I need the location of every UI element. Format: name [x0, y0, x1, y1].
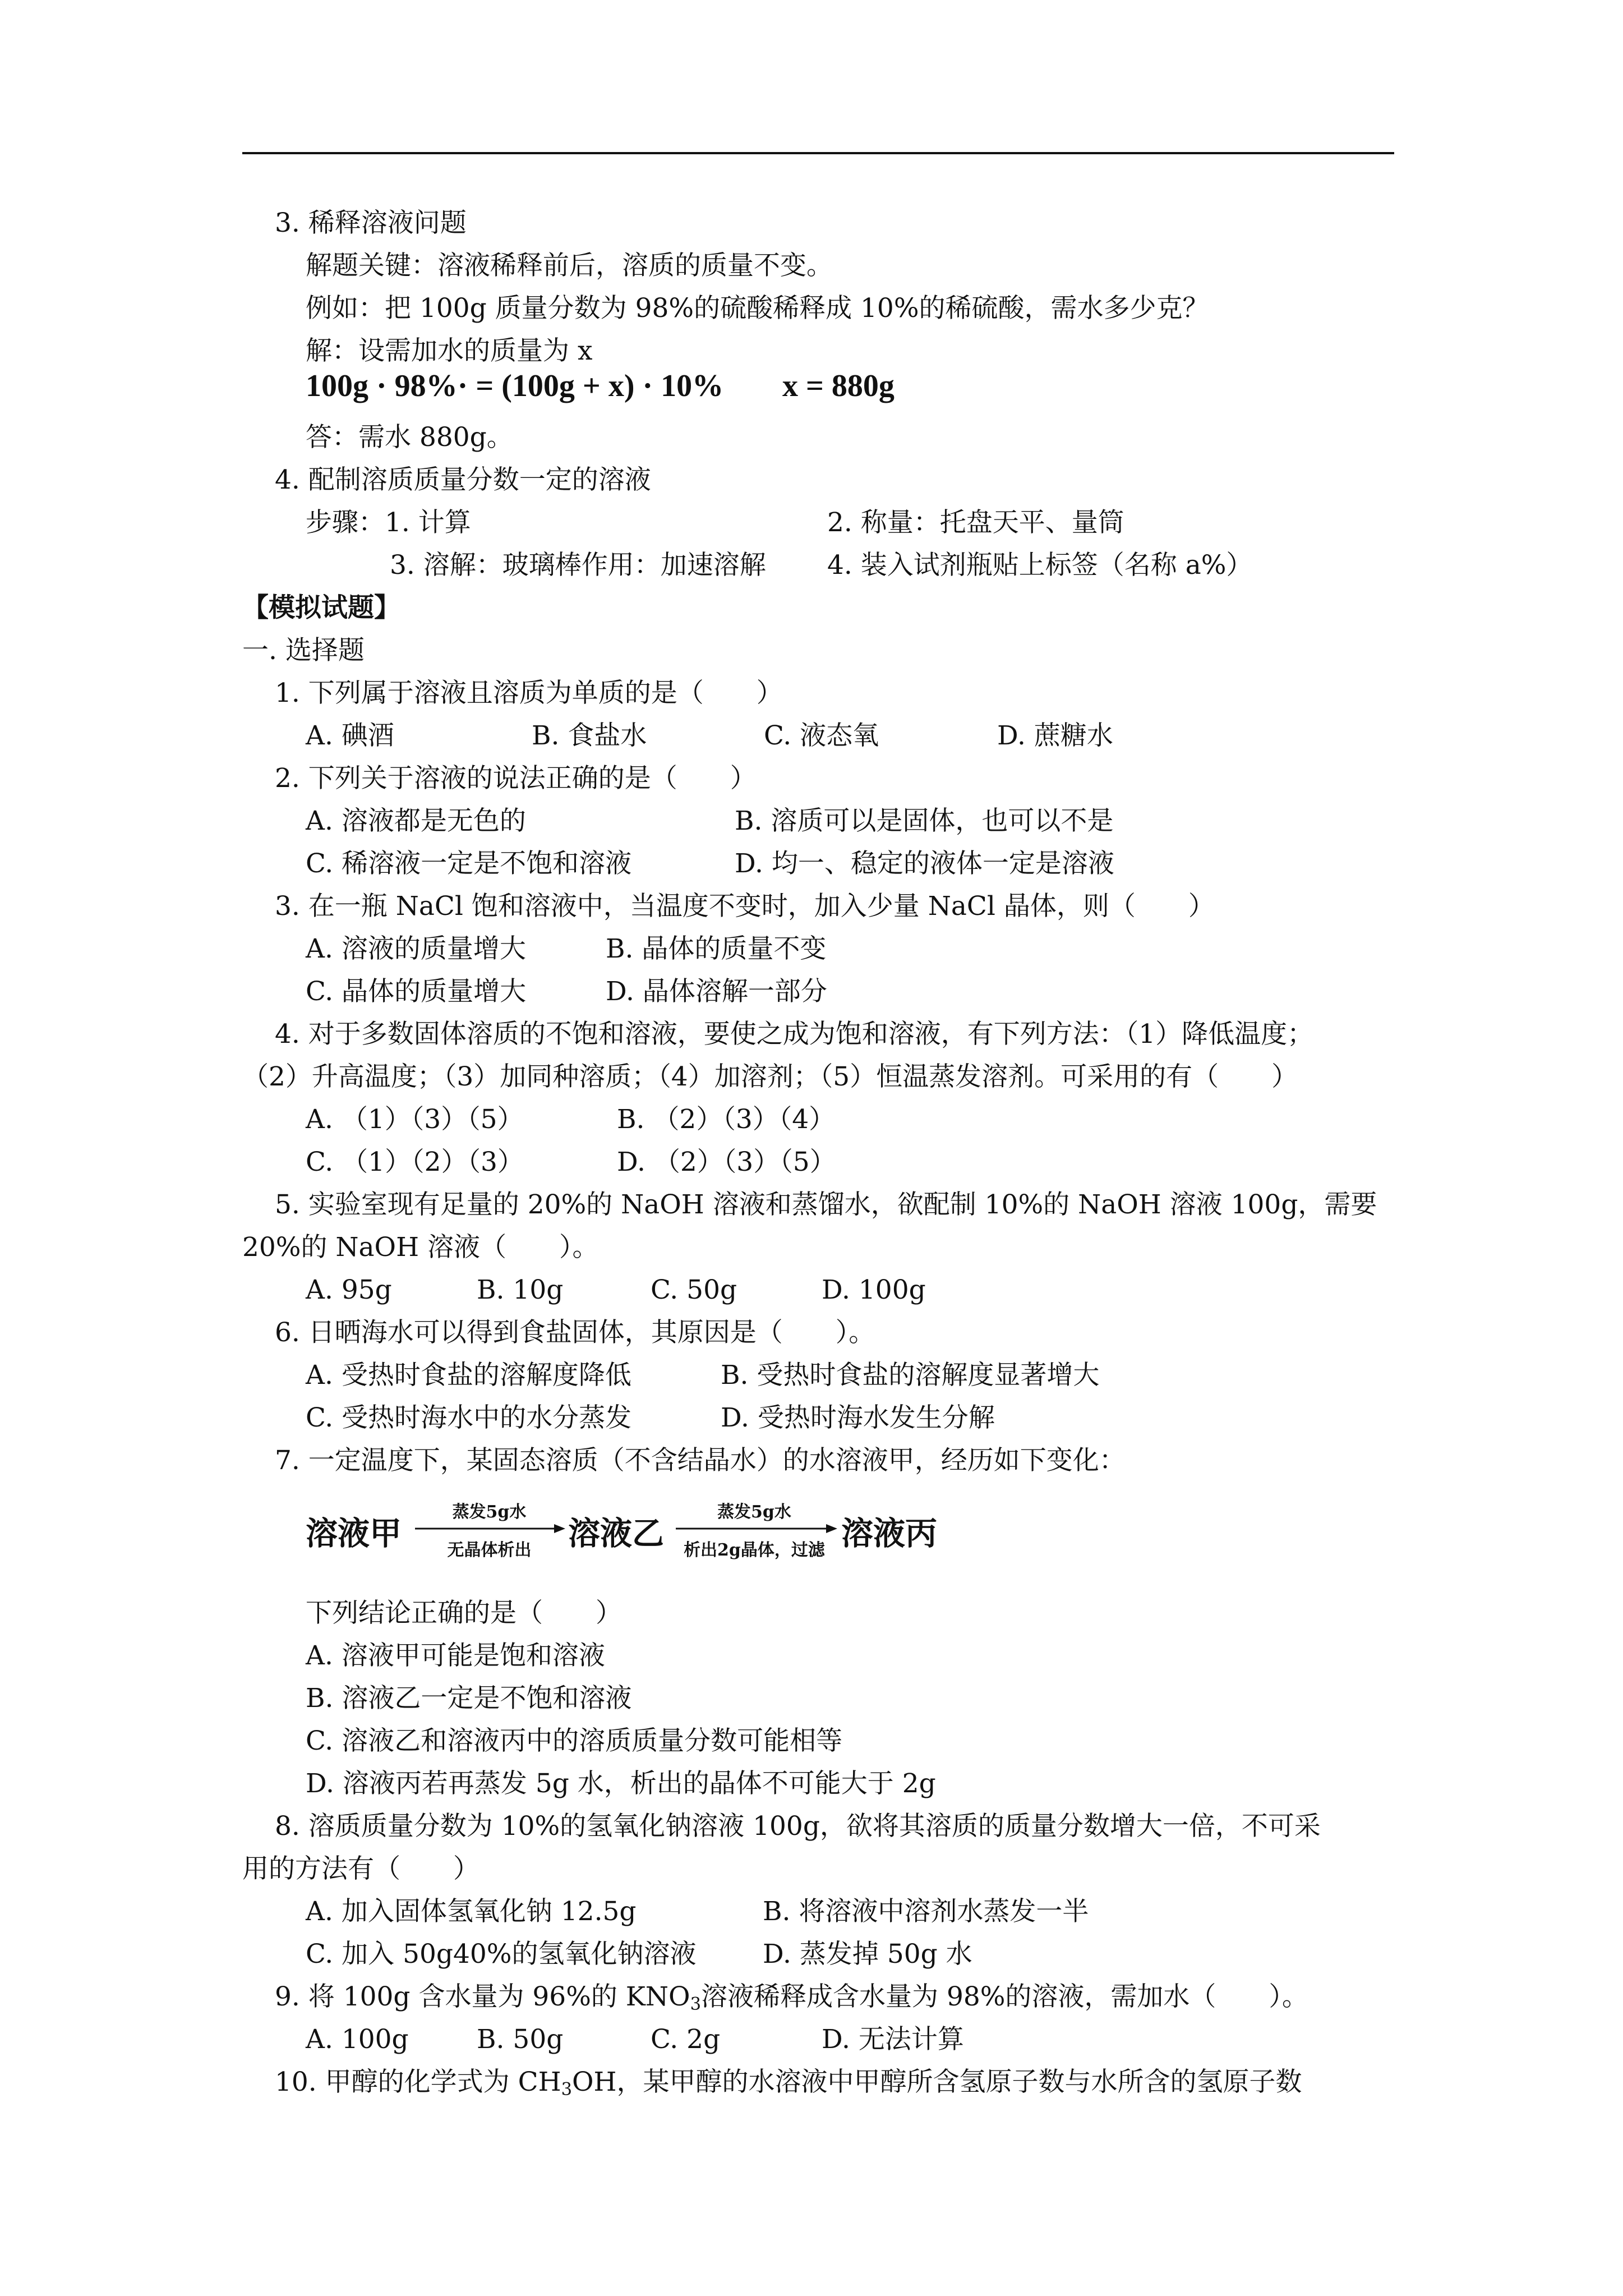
q8-option-a: A. 加入固体氢氧化钠 12.5g: [306, 1896, 637, 1927]
q10-stem-subscript: 3: [561, 2079, 573, 2100]
q4-option-d: D. （2）（3）（5）: [617, 1147, 836, 1177]
q3-option-b: B. 晶体的质量不变: [606, 933, 827, 964]
q4-stem-line2: （2）升高温度；（3）加同种溶质；（4）加溶剂；（5）恒温蒸发溶剂。可采用的有（ ）: [242, 1061, 1298, 1092]
q8-option-c: C. 加入 50g40%的氢氧化钠溶液: [306, 1939, 697, 1970]
arrow2-top-label: 蒸发5g水: [717, 1502, 791, 1522]
header-rule: [242, 152, 1394, 154]
q7-prompt: 下列结论正确的是（ ）: [306, 1598, 622, 1628]
q1-option-d: D. 蔗糖水: [997, 720, 1113, 751]
q5-option-b: B. 10g: [477, 1274, 564, 1305]
q7-option-a: A. 溶液甲可能是饱和溶液: [306, 1640, 605, 1671]
solution-yi: 溶液乙: [568, 1515, 664, 1552]
q3-option-c: C. 晶体的质量增大: [306, 976, 527, 1007]
q4-option-b: B. （2）（3）（4）: [617, 1104, 836, 1135]
q6-option-a: A. 受热时食盐的溶解度降低: [306, 1360, 631, 1391]
q5-stem-line2: 20%的 NaOH 溶液（ ）。: [242, 1232, 599, 1263]
part-1-title: 一. 选择题: [242, 635, 365, 666]
section-4-step1: 步骤：1. 计算: [306, 507, 471, 538]
q8-option-d: D. 蒸发掉 50g 水: [763, 1939, 972, 1970]
solution-jia: 溶液甲: [306, 1515, 402, 1552]
section-3-title: 3. 稀释溶液问题: [275, 208, 467, 238]
arrow2-icon: [676, 1522, 838, 1535]
q7-option-d: D. 溶液丙若再蒸发 5g 水，析出的晶体不可能大于 2g: [306, 1768, 936, 1799]
q7-stem: 7. 一定温度下，某固态溶质（不含结晶水）的水溶液甲，经历如下变化：: [275, 1445, 1126, 1476]
q4-option-c: C. （1）（2）（3）: [306, 1147, 524, 1177]
q5-option-a: A. 95g: [306, 1274, 392, 1305]
q9-option-c: C. 2g: [651, 2024, 721, 2055]
q9-stem-pre: 9. 将 100g 含水量为 96%的 KNO: [275, 1981, 690, 2012]
q1-stem: 1. 下列属于溶液且溶质为单质的是（ ）: [275, 678, 783, 708]
q8-option-b: B. 将溶液中溶剂水蒸发一半: [763, 1896, 1089, 1927]
arrow1-icon: [415, 1522, 566, 1535]
q4-option-a: A. （1）（3）（5）: [306, 1104, 524, 1135]
section-4-step3: 3. 溶解：玻璃棒作用：加速溶解: [390, 550, 766, 581]
q2-stem: 2. 下列关于溶液的说法正确的是（ ）: [275, 763, 757, 794]
section-4-step4: 4. 装入试剂瓶贴上标签（名称 a%）: [827, 550, 1253, 581]
q2-option-a: A. 溶液都是无色的: [306, 806, 526, 836]
q5-stem-line1: 5. 实验室现有足量的 20%的 NaOH 溶液和蒸馏水，欲配制 10%的 NaOH 溶液 100g，需要: [275, 1189, 1377, 1220]
q8-stem-line1: 8. 溶质质量分数为 10%的氢氧化钠溶液 100g，欲将其溶质的质量分数增大一倍，不可采: [275, 1811, 1321, 1842]
q6-option-c: C. 受热时海水中的水分蒸发: [306, 1402, 632, 1433]
section-3-example: 例如：把 100g 质量分数为 98%的硫酸稀释成 10%的稀硫酸，需水多少克？: [306, 293, 1209, 324]
section-3-key: 解题关键：溶液稀释前后，溶质的质量不变。: [306, 250, 833, 281]
arrow1-top-label: 蒸发5g水: [452, 1502, 527, 1522]
q6-option-d: D. 受热时海水发生分解: [721, 1402, 995, 1433]
section-3-answer: 答：需水 880g。: [306, 422, 513, 453]
q9-stem-post: 溶液稀释成含水量为 98%的溶液，需加水（ ）。: [701, 1981, 1308, 2012]
section-4-title: 4. 配制溶质质量分数一定的溶液: [275, 464, 651, 495]
q5-option-c: C. 50g: [651, 1274, 737, 1305]
q9-option-d: D. 无法计算: [822, 2024, 964, 2055]
q3-stem: 3. 在一瓶 NaCl 饱和溶液中，当温度不变时，加入少量 NaCl 晶体，则（ ）: [275, 891, 1215, 922]
q10-stem-post: OH，某甲醇的水溶液中甲醇所含氢原子数与水所含的氢原子数: [572, 2067, 1302, 2097]
q1-option-c: C. 液态氧: [764, 720, 879, 751]
reaction-scheme: [306, 1498, 979, 1565]
q9-stem-subscript: 3: [690, 1994, 702, 2014]
arrow1-bottom-label: 无晶体析出: [447, 1540, 532, 1560]
q6-option-b: B. 受热时食盐的溶解度显著增大: [721, 1360, 1100, 1391]
arrow2-bottom-label: 析出2g晶体，过滤: [684, 1540, 825, 1560]
q2-option-c: C. 稀溶液一定是不饱和溶液: [306, 848, 632, 879]
q7-option-b: B. 溶液乙一定是不饱和溶液: [306, 1683, 632, 1714]
q10-stem: [275, 2065, 1302, 2107]
q2-option-b: B. 溶质可以是固体，也可以不是: [735, 806, 1114, 836]
q8-stem-line2: 用的方法有（ ）: [242, 1853, 479, 1884]
q5-option-d: D. 100g: [822, 1274, 926, 1305]
q2-option-d: D. 均一、稳定的液体一定是溶液: [735, 848, 1114, 879]
section-3-equation: 100g · 98%· = (100g + x) · 10%: [306, 369, 724, 403]
solution-bing: 溶液丙: [841, 1515, 937, 1552]
q9-stem: [275, 1980, 1308, 2022]
q1-option-b: B. 食盐水: [532, 720, 647, 751]
q7-option-c: C. 溶液乙和溶液丙中的溶质质量分数可能相等: [306, 1726, 843, 1756]
q6-stem: 6. 日晒海水可以得到食盐固体，其原因是（ ）。: [275, 1317, 875, 1348]
q1-option-a: A. 碘酒: [306, 720, 394, 751]
q9-option-b: B. 50g: [477, 2024, 564, 2055]
mock-test-title: 【模拟试题】: [242, 592, 400, 623]
section-3-result: x = 880g: [782, 369, 895, 403]
q3-option-d: D. 晶体溶解一部分: [606, 976, 827, 1007]
q4-stem-line1: 4. 对于多数固体溶质的不饱和溶液，要使之成为饱和溶液，有下列方法：（1）降低温度；: [275, 1019, 1314, 1050]
q9-option-a: A. 100g: [306, 2024, 409, 2055]
section-4-step2: 2. 称量：托盘天平、量筒: [827, 507, 1124, 538]
q3-option-a: A. 溶液的质量增大: [306, 933, 526, 964]
section-3-solution-intro: 解：设需加水的质量为 x: [306, 335, 593, 366]
q10-stem-pre: 10. 甲醇的化学式为 CH: [275, 2067, 561, 2097]
